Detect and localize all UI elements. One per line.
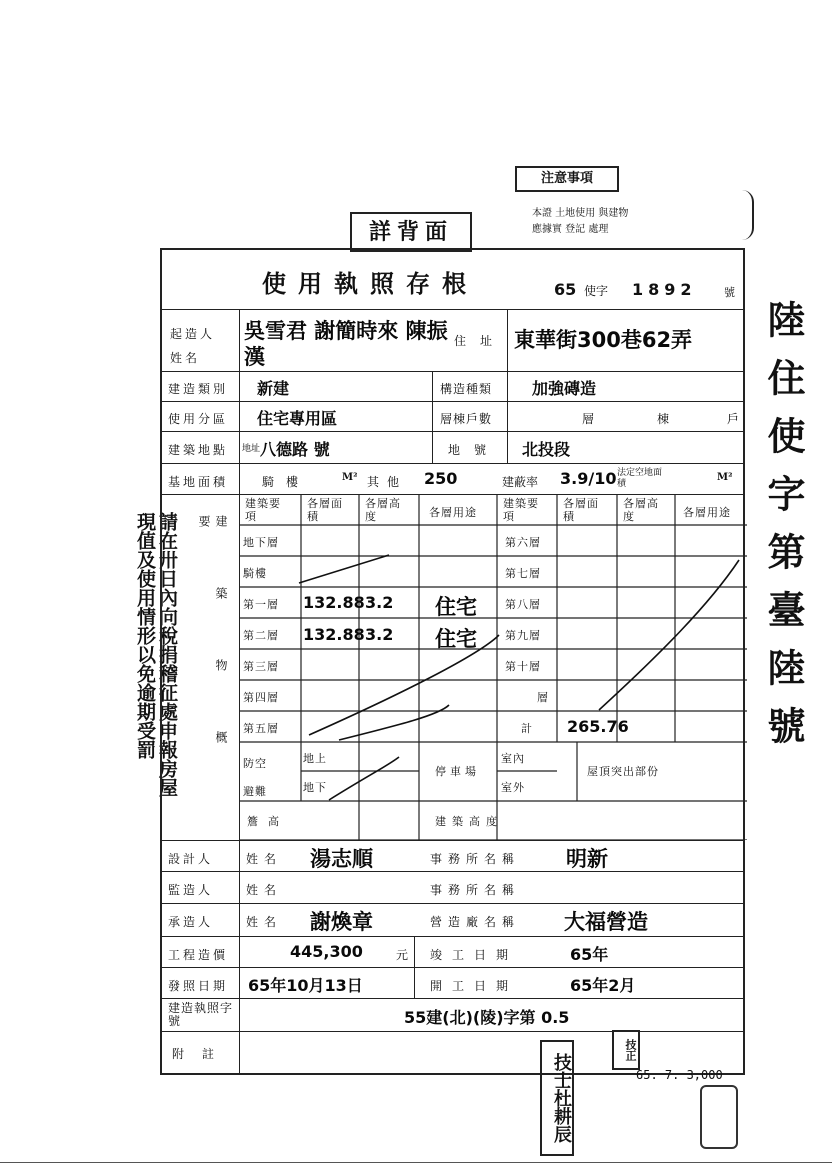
bldg-unit: 棟 (657, 412, 673, 426)
site-value: 八德路 號 (260, 440, 330, 459)
eaves-label: 簷高 (247, 815, 289, 828)
permit-word: 使字 (584, 284, 609, 298)
above-label: 地上 (303, 752, 327, 765)
right-edge-stamp: 陸住使字第臺陸號 (761, 300, 805, 764)
parking-label: 停車場 (435, 765, 480, 778)
site-label: 建築地點 (168, 443, 229, 457)
f2-use: 住宅 (435, 627, 477, 651)
bracket-mark (738, 190, 754, 240)
grid-height-header: 各層高度 (365, 497, 401, 523)
technician-stamp: 技士杜耕辰 (540, 1040, 574, 1156)
floor-right-5: 層 (537, 691, 549, 704)
floor-left-4: 第三層 (243, 660, 279, 673)
f2-height: 3.2 (365, 625, 394, 644)
cost-value: 445,300 (290, 942, 363, 961)
lot-label: 地號 (448, 443, 501, 457)
designer-row (162, 840, 743, 872)
floor-right-0: 第六層 (505, 536, 541, 549)
lot-value: 北投段 (522, 440, 571, 459)
total-area: 265.76 (567, 717, 629, 736)
site-area-row (162, 464, 743, 495)
supervisor-name-label: 姓名 (246, 883, 283, 897)
start-value: 65年2月 (570, 976, 636, 995)
issue-row (162, 968, 743, 999)
floor-left-2: 第一層 (243, 598, 279, 611)
zone-value: 住宅專用區 (257, 409, 338, 428)
notice-line-2: 應據實 登記 處理 (532, 224, 609, 235)
zone-label: 使用分區 (168, 412, 229, 426)
zone-row (162, 402, 743, 432)
floor-right-4: 第十層 (505, 660, 541, 673)
address-label: 住址 (454, 334, 507, 348)
contractor-name-label: 姓名 (246, 915, 283, 929)
grid-area-header-r: 各層面積 (563, 497, 599, 523)
overview-label-col (162, 495, 240, 840)
arcade-label: 騎樓 (262, 475, 311, 489)
grid-use-header-r: 各層用途 (683, 506, 731, 519)
building-type-value: 新建 (257, 379, 290, 398)
title-row (162, 250, 743, 310)
grid-area-header: 各層面積 (307, 497, 343, 523)
notice-line-1: 本證 土地使用 與建物 (532, 208, 629, 219)
civil-defense-label: 防空避難 (243, 757, 267, 798)
supervisor-row (162, 872, 743, 904)
completion-label: 竣工日期 (430, 948, 519, 962)
print-mark: 65. 7. 3,000 (636, 1068, 723, 1082)
issue-label: 發照日期 (168, 979, 229, 993)
legal-area-label: 法定空地面積 (617, 468, 663, 489)
permit-ref-value: 55建(北)(陵)字第 0.5 (404, 1008, 570, 1027)
below-label: 地下 (303, 781, 327, 794)
floor-unit: 層 (582, 412, 598, 426)
bottom-line (0, 1162, 832, 1163)
left-note-text: 請在卅日內向稅捐稽征處申報房屋現值及使用情形以免逾期受罰 (134, 512, 178, 797)
applicant-value: 吳雪君 謝簡時來 陳振漢 (244, 319, 448, 369)
site-addr-label: 地址 (242, 444, 261, 454)
floor-right-1: 第七層 (505, 567, 541, 580)
structure-label: 構造種類 (440, 382, 493, 396)
contractor-row (162, 904, 743, 937)
floor-left-3: 第二層 (243, 629, 279, 642)
f1-use: 住宅 (435, 595, 477, 619)
legal-area-unit: M² (717, 472, 733, 483)
detail-back-stamp: 詳背面 (350, 212, 472, 252)
floor-left-5: 第四層 (243, 691, 279, 704)
grid-item-header: 建築要項 (245, 497, 281, 523)
coverage-value: 3.9/10 (560, 469, 617, 488)
firm-value: 大福營造 (564, 910, 648, 934)
contractor-label: 承造人 (168, 915, 214, 929)
house-unit: 戶 (727, 412, 743, 426)
completion-value: 65年 (570, 945, 609, 964)
applicant-label: 起造人 姓名 (170, 327, 216, 365)
floor-left-6: 第五層 (243, 722, 279, 735)
firm-label: 營造廠名稱 (430, 915, 521, 929)
supervisor-office-label: 事務所名稱 (430, 883, 521, 897)
grid-height-header-r: 各層高度 (623, 497, 659, 523)
cost-unit: 元 (396, 948, 412, 962)
permit-ref-row (162, 999, 743, 1032)
designer-value: 湯志順 (310, 847, 373, 871)
indoor-label: 室內 (501, 752, 525, 765)
permit-year: 65 (554, 280, 577, 299)
cost-label: 工程造價 (168, 948, 229, 962)
area-value: 250 (424, 469, 458, 488)
grid-use-header: 各層用途 (429, 506, 477, 519)
floor-right-2: 第八層 (505, 598, 541, 611)
cost-row (162, 937, 743, 968)
issue-value: 65年10月13日 (248, 976, 363, 995)
f1-area: 132.88 (303, 593, 365, 612)
building-type-row (162, 372, 743, 402)
permit-suffix: 號 (724, 286, 735, 299)
remarks-row (162, 1032, 743, 1073)
permit-ref-label: 建造執照字號 (168, 1001, 234, 1028)
coverage-label: 建蔽率 (502, 475, 539, 489)
notice-stamp: 注意事項 (515, 166, 619, 192)
floor-left-1: 騎樓 (243, 567, 267, 580)
site-area-label: 基地面積 (168, 475, 229, 489)
building-type-label: 建造類別 (168, 382, 229, 396)
address-value: 東華街300巷62弄 (514, 328, 693, 352)
designer-label: 設計人 (168, 852, 214, 866)
remarks-label: 附註 (172, 1047, 233, 1061)
floor-left-0: 地下層 (243, 536, 279, 549)
bldg-height-label: 建築高度 (435, 815, 503, 828)
start-label: 開工日期 (430, 979, 519, 993)
permit-form (160, 248, 745, 1075)
roof-label: 屋頂突出部份 (587, 765, 659, 778)
contractor-value: 謝煥章 (310, 910, 373, 934)
overview-label: 建築物概要 (197, 515, 228, 803)
designer-name-label: 姓名 (246, 852, 283, 866)
site-row (162, 432, 743, 464)
arcade-unit: M² (342, 472, 358, 483)
f2-area: 132.88 (303, 625, 365, 644)
applicant-row (162, 310, 743, 372)
outdoor-label: 室外 (501, 781, 525, 794)
permit-number: 1892 (632, 280, 697, 299)
supervisor-label: 監造人 (168, 883, 214, 897)
designer-office-value: 明新 (566, 847, 608, 871)
grid-item-header-r: 建築要項 (503, 497, 539, 523)
floor-right-3: 第九層 (505, 629, 541, 642)
structure-value: 加強磚造 (532, 379, 597, 398)
floor-right-6: 計 (521, 722, 533, 735)
f1-height: 3.2 (365, 593, 394, 612)
chief-stamp: 技正 (612, 1030, 640, 1070)
floor-grid (239, 495, 747, 828)
bottom-seal (700, 1085, 738, 1149)
other-label: 其他 (367, 475, 408, 489)
form-title: 使用執照存根 (262, 269, 478, 298)
designer-office-label: 事務所名稱 (430, 852, 521, 866)
floors-units-label: 層棟戶數 (440, 412, 493, 426)
